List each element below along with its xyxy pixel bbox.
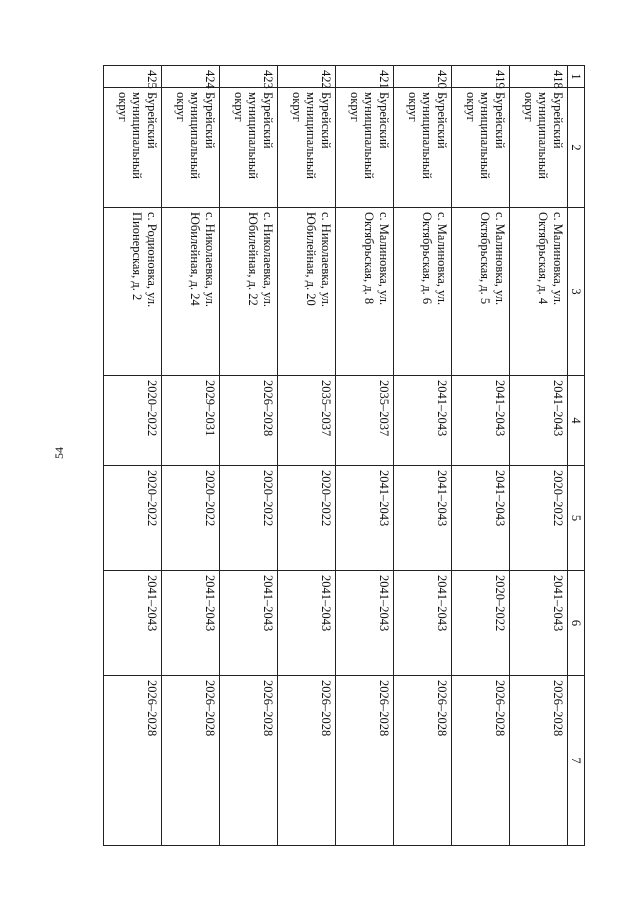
table-row: [103, 66, 161, 846]
row-number: 420: [393, 66, 451, 88]
address-cell: с. Николаевка, ул. Юбилейная, д. 24: [161, 208, 219, 376]
column-header: 5: [567, 466, 584, 571]
table-body: [103, 66, 567, 846]
row-number: 418: [509, 66, 567, 88]
period-cell: 2026–2028: [103, 676, 161, 846]
period-cell: 2041–2043: [393, 571, 451, 676]
row-number: 419: [451, 66, 509, 88]
table-header-row: [567, 66, 584, 846]
column-header: 1: [567, 66, 584, 88]
column-header: 2: [567, 88, 584, 208]
period-cell: 2041–2043: [219, 571, 277, 676]
table-row: [277, 66, 335, 846]
table-row: [161, 66, 219, 846]
period-cell: 2026–2028: [161, 676, 219, 846]
address-cell: с. Малиновка, ул. Октябрьская, д. 4: [509, 208, 567, 376]
period-cell: 2026–2028: [393, 676, 451, 846]
period-cell: 2020–2022: [161, 466, 219, 571]
district-cell: Бурейский муниципальный округ: [219, 88, 277, 208]
period-cell: 2035–2037: [277, 376, 335, 466]
period-cell: 2020–2022: [277, 466, 335, 571]
period-cell: 2041–2043: [335, 466, 393, 571]
table-row: [451, 66, 509, 846]
column-header: 4: [567, 376, 584, 466]
period-cell: 2026–2028: [335, 676, 393, 846]
address-cell: с. Малиновка, ул. Октябрьская, д. 6: [393, 208, 451, 376]
period-cell: 2029–2031: [161, 376, 219, 466]
address-cell: с. Николаевка, ул. Юбилейная, д. 20: [277, 208, 335, 376]
period-cell: 2041–2043: [393, 376, 451, 466]
period-cell: 2020–2022: [103, 466, 161, 571]
period-cell: 2026–2028: [509, 676, 567, 846]
period-cell: 2041–2043: [161, 571, 219, 676]
period-cell: 2020–2022: [103, 376, 161, 466]
period-cell: 2041–2043: [451, 466, 509, 571]
table-row: [335, 66, 393, 846]
column-header: 3: [567, 208, 584, 376]
row-number: 423: [219, 66, 277, 88]
row-number: 424: [161, 66, 219, 88]
table-row: [509, 66, 567, 846]
district-cell: Бурейский муниципальный округ: [393, 88, 451, 208]
page-number: 54: [52, 447, 66, 459]
column-header: 6: [567, 571, 584, 676]
period-cell: 2026–2028: [219, 376, 277, 466]
address-cell: с. Малиновка, ул. Октябрьская, д. 5: [451, 208, 509, 376]
row-number: 422: [277, 66, 335, 88]
row-number: 421: [335, 66, 393, 88]
period-cell: 2041–2043: [103, 571, 161, 676]
period-cell: 2035–2037: [335, 376, 393, 466]
address-cell: с. Малиновка, ул. Октябрьская, д. 8: [335, 208, 393, 376]
document-table-container: [115, 65, 585, 845]
period-cell: 2041–2043: [509, 376, 567, 466]
period-cell: 2026–2028: [219, 676, 277, 846]
period-cell: 2026–2028: [451, 676, 509, 846]
district-cell: Бурейский муниципальный округ: [277, 88, 335, 208]
district-cell: Бурейский муниципальный округ: [161, 88, 219, 208]
column-header: 7: [567, 676, 584, 846]
period-cell: 2041–2043: [277, 571, 335, 676]
address-cell: с. Родионовка, ул. Пионерская, д. 2: [103, 208, 161, 376]
period-cell: 2020–2022: [451, 571, 509, 676]
address-cell: с. Николаевка, ул. Юбилейная, д. 22: [219, 208, 277, 376]
period-cell: 2041–2043: [451, 376, 509, 466]
table-row: [219, 66, 277, 846]
period-cell: 2041–2043: [393, 466, 451, 571]
district-cell: Бурейский муниципальный округ: [509, 88, 567, 208]
document-table: [103, 65, 585, 846]
period-cell: 2026–2028: [277, 676, 335, 846]
period-cell: 2041–2043: [335, 571, 393, 676]
district-cell: Бурейский муниципальный округ: [335, 88, 393, 208]
district-cell: Бурейский муниципальный округ: [103, 88, 161, 208]
table-row: [393, 66, 451, 846]
row-number: 425: [103, 66, 161, 88]
period-cell: 2020–2022: [219, 466, 277, 571]
period-cell: 2020–2022: [509, 466, 567, 571]
district-cell: Бурейский муниципальный округ: [451, 88, 509, 208]
period-cell: 2041–2043: [509, 571, 567, 676]
